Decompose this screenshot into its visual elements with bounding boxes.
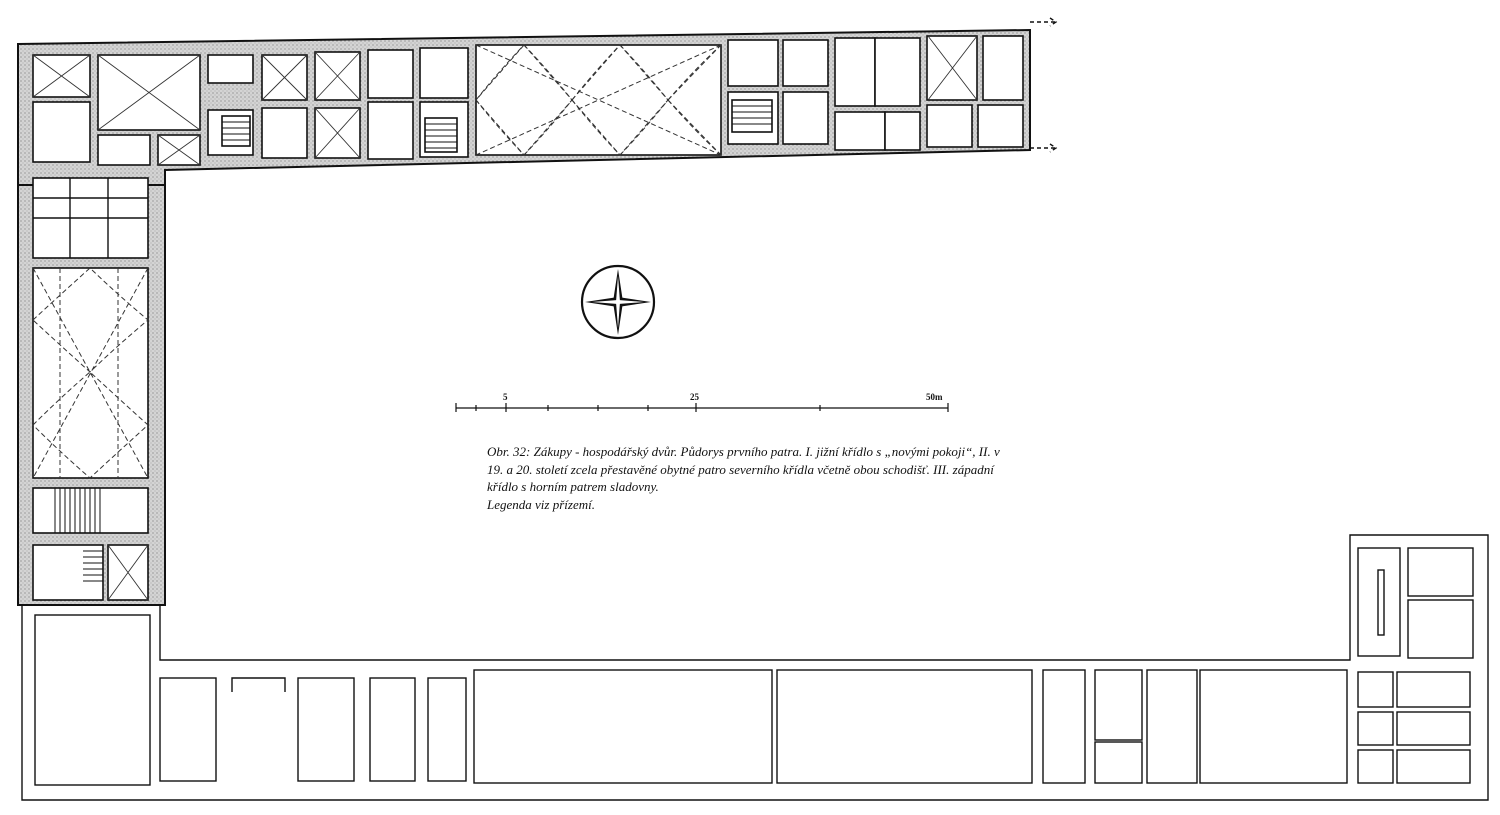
room [1200, 670, 1347, 783]
room [33, 545, 103, 600]
room [370, 678, 415, 781]
lower-wings-outline [22, 535, 1488, 800]
room [885, 112, 920, 150]
room [420, 48, 468, 98]
room [368, 102, 413, 159]
room [1358, 548, 1400, 656]
room [298, 678, 354, 781]
room [160, 678, 216, 781]
room [1378, 570, 1384, 635]
room [978, 105, 1023, 147]
room [1408, 600, 1473, 658]
room [208, 55, 253, 83]
room [875, 38, 920, 106]
scale-tick-label: 5 [503, 392, 508, 402]
room [783, 40, 828, 86]
room [98, 135, 150, 165]
north-wing [18, 18, 1056, 185]
room [1095, 670, 1142, 740]
caption-text: Obr. 32: Zákupy - hospodářský dvůr. Půdorys prvního patra. I. jižní křídlo s „novými pokoji“, II. v 19. a 20. století zcela přestavěné obytné patro severního křídla včetně obou schodišť. III. západní křídlo s horním patrem sladovny. [487, 444, 1000, 494]
room [35, 615, 150, 785]
scale-bar [456, 392, 948, 412]
room [1147, 670, 1197, 783]
room [1397, 672, 1470, 707]
room [1408, 548, 1473, 596]
room [1095, 742, 1142, 783]
room [33, 102, 90, 162]
figure-caption [487, 443, 1012, 513]
room [835, 38, 875, 106]
room [983, 36, 1023, 100]
room [1397, 750, 1470, 783]
room [927, 105, 972, 147]
west-wing [18, 178, 165, 605]
room [428, 678, 466, 781]
continuation-arrow [1030, 144, 1056, 152]
room [1358, 712, 1393, 745]
scale-tick-label: 50m [926, 392, 943, 402]
compass-rose-icon [582, 266, 654, 338]
room [783, 92, 828, 144]
room [1043, 670, 1085, 783]
room [474, 670, 772, 783]
caption-legend-note: Legenda viz přízemí. [487, 496, 595, 512]
room [1397, 712, 1470, 745]
room [262, 108, 307, 158]
outer-outline [22, 535, 1488, 800]
room [777, 670, 1032, 783]
room [835, 112, 885, 150]
room [728, 40, 778, 86]
room [1358, 750, 1393, 783]
room [368, 50, 413, 98]
room [232, 678, 285, 692]
continuation-arrow [1030, 18, 1056, 26]
scale-tick-label: 25 [690, 392, 699, 402]
room [1358, 672, 1393, 707]
